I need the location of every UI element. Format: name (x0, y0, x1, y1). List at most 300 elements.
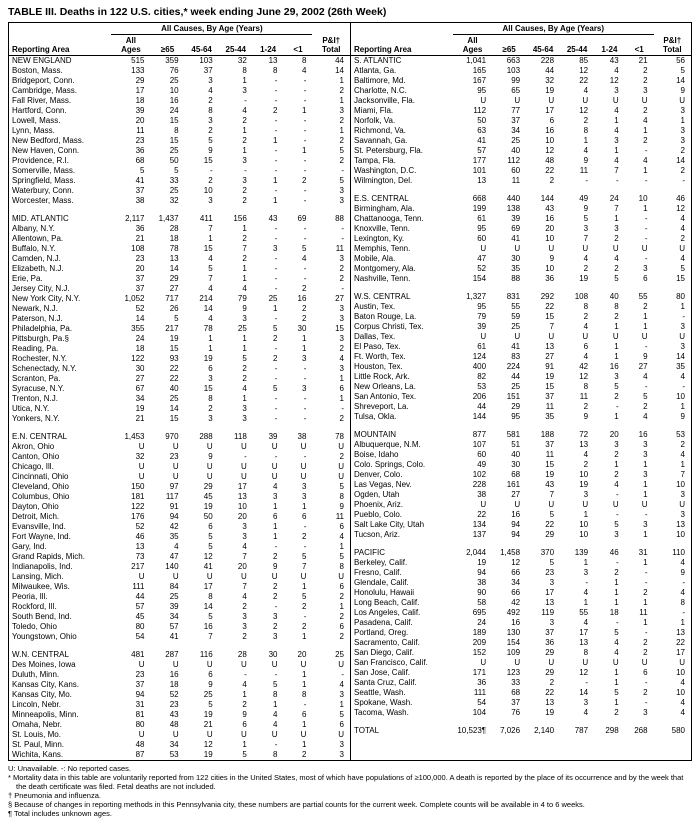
city-row (351, 176, 691, 186)
value-cell: 7 (208, 224, 213, 233)
section-gap-cell (351, 540, 691, 548)
value-cell: 2 (549, 678, 555, 687)
value-cell: 34 (135, 394, 145, 403)
value-cell: 13 (579, 638, 589, 647)
value-cell: 1,437 (158, 214, 179, 223)
value-cell: 1 (242, 740, 247, 749)
city-row (9, 532, 350, 542)
value-cell: 14 (676, 76, 685, 85)
city-row (9, 512, 350, 522)
value-cell: 1 (614, 342, 619, 351)
value-cell: 2 (614, 450, 619, 459)
city-row (9, 670, 350, 680)
value-cell: 4 (583, 254, 589, 263)
city-row (9, 224, 350, 234)
value-cell: - (274, 86, 278, 95)
value-cell: 4 (614, 480, 619, 489)
value-cell: U (300, 660, 307, 669)
value-cell: 1 (614, 598, 619, 607)
value-cell: 3 (339, 314, 344, 323)
value-cell: 25 (169, 186, 179, 195)
value-cell: 22 (545, 520, 555, 529)
value-cell: 12 (579, 668, 589, 677)
value-cell: 2 (273, 552, 278, 561)
value-cell: U (271, 572, 278, 581)
value-cell: 29 (545, 648, 555, 657)
section-gap-cell (9, 206, 350, 214)
section-gap-cell (351, 186, 691, 194)
value-cell: 18 (169, 234, 179, 243)
value-cell: 3 (643, 470, 648, 479)
value-cell: 4 (614, 126, 619, 135)
value-cell: 43 (609, 56, 619, 65)
value-cell: 4 (583, 146, 589, 155)
city-row (351, 136, 691, 146)
value-cell: 3 (242, 404, 247, 413)
value-cell: 481 (131, 650, 145, 659)
value-cell: 2 (242, 186, 247, 195)
city-row (9, 354, 350, 364)
age-group-header: All Causes, By Age (Years) (453, 23, 654, 35)
value-cell: 4 (242, 284, 247, 293)
value-cell: 1 (643, 490, 648, 499)
value-cell: - (644, 510, 648, 519)
value-cell: 3 (208, 196, 213, 205)
city-row (9, 86, 350, 96)
value-cell: - (644, 568, 648, 577)
value-cell: 1 (242, 224, 247, 233)
value-cell: 370 (540, 548, 555, 557)
value-cell: - (274, 156, 278, 165)
value-cell: 3 (242, 622, 247, 631)
value-cell: 3 (583, 490, 589, 499)
value-cell: 1 (614, 116, 619, 125)
city-row (9, 740, 350, 750)
value-cell: 2,044 (466, 548, 487, 557)
value-cell: 2 (339, 156, 344, 165)
reporting-area-cell: Little Rock, Ark. (354, 372, 410, 381)
value-cell: 3 (680, 136, 685, 145)
reporting-area-cell: Des Moines, Iowa (12, 660, 76, 669)
value-cell: 17 (545, 106, 555, 115)
value-cell: 6 (549, 116, 555, 125)
reporting-area-cell: Wichita, Kans. (12, 750, 64, 759)
value-cell: 17 (676, 648, 685, 657)
value-cell: 44 (335, 56, 344, 65)
reporting-area-cell: Miami, Fla. (354, 106, 394, 115)
city-row (351, 708, 691, 718)
value-cell: 39 (169, 602, 179, 611)
value-cell: 25 (169, 394, 179, 403)
value-cell: 189 (472, 628, 487, 637)
value-cell: - (274, 76, 278, 85)
value-cell: 5 (680, 264, 685, 273)
value-cell: 22 (545, 166, 555, 175)
value-cell: 76 (169, 66, 179, 75)
left-table-body (9, 56, 350, 761)
value-cell: 10 (676, 480, 685, 489)
reporting-area-header: Reporting Area (9, 23, 111, 56)
value-cell: 9 (242, 710, 247, 719)
section-gap (351, 540, 691, 548)
value-cell: 109 (506, 648, 521, 657)
section-gap-cell (351, 284, 691, 292)
value-cell: 4 (614, 106, 619, 115)
city-row (351, 106, 691, 116)
value-cell: 4 (242, 680, 247, 689)
value-cell: 4 (643, 372, 648, 381)
value-cell: 5 (273, 384, 278, 393)
value-cell: 6 (302, 710, 307, 719)
value-cell: 5 (208, 532, 213, 541)
value-cell: 1 (643, 322, 648, 331)
city-row (351, 244, 691, 254)
value-cell: 46 (676, 194, 685, 203)
value-cell: 400 (472, 362, 487, 371)
value-cell: 34 (169, 740, 179, 749)
value-cell: 14 (203, 304, 213, 313)
value-cell: 8 (242, 66, 247, 75)
reporting-area-cell: Detroit, Mich. (12, 512, 60, 521)
value-cell: 66 (511, 568, 521, 577)
all-ages-line1: All (467, 36, 478, 45)
value-cell: 2 (339, 274, 344, 283)
value-cell: 10 (545, 136, 555, 145)
reporting-area-cell: Cambridge, Mass. (12, 86, 77, 95)
city-row (351, 204, 691, 214)
value-cell: 52 (135, 522, 145, 531)
value-cell: 97 (169, 482, 179, 491)
value-cell: 31 (135, 700, 145, 709)
value-cell: - (274, 404, 278, 413)
value-cell: 36 (545, 638, 555, 647)
value-cell: - (303, 274, 307, 283)
value-cell: U (241, 572, 247, 581)
value-cell: 80 (135, 720, 145, 729)
region-row (351, 56, 691, 67)
value-cell: 4 (680, 450, 685, 459)
value-cell: 1 (643, 530, 648, 539)
city-row (351, 460, 691, 470)
value-cell: - (303, 116, 307, 125)
reporting-area-cell: Fort Wayne, Ind. (12, 532, 71, 541)
value-cell: 56 (676, 56, 685, 65)
value-cell: 3 (273, 492, 278, 501)
value-cell: 22 (169, 364, 179, 373)
value-cell: 440 (506, 194, 521, 203)
reporting-area-cell: Rochester, N.Y. (12, 354, 67, 363)
city-row (9, 146, 350, 156)
value-cell: 140 (165, 562, 179, 571)
value-cell: 1 (273, 502, 278, 511)
city-row (9, 156, 350, 166)
value-cell: 12 (511, 558, 521, 567)
value-cell: 3 (643, 86, 648, 95)
header-row-group (9, 23, 350, 35)
value-cell: 39 (477, 322, 487, 331)
value-cell: 3 (614, 136, 619, 145)
value-cell: - (303, 186, 307, 195)
value-cell: 1 (273, 700, 278, 709)
value-cell: 13 (135, 542, 145, 551)
value-cell: U (241, 730, 247, 739)
value-cell: 8 (273, 690, 278, 699)
value-cell: 10 (676, 668, 685, 677)
value-cell: 37 (203, 66, 213, 75)
value-cell: 2 (302, 750, 307, 759)
value-cell: - (244, 452, 247, 461)
value-cell: - (274, 542, 278, 551)
value-cell: 37 (511, 698, 521, 707)
reporting-area-cell: Chattanooga, Tenn. (354, 214, 424, 223)
value-cell: 16 (511, 510, 521, 519)
value-cell: 188 (540, 430, 555, 439)
reporting-area-cell: Chicago, Ill. (12, 462, 54, 471)
footnote: * Mortality data in this table are voluntarily reported from 122 cities in the United States, most of which have populations of ≥100,000. A death is reported by the place of its occurrence and by the week that the death certificate was filed. Fetal deaths are not included. (8, 773, 684, 791)
reporting-area-cell: Philadelphia, Pa. (12, 324, 73, 333)
value-cell: 35 (169, 532, 179, 541)
value-cell: 29 (511, 402, 521, 411)
value-cell: 37 (135, 186, 145, 195)
city-row (351, 608, 691, 618)
value-cell: 298 (605, 726, 619, 735)
city-row (9, 284, 350, 294)
value-cell: 359 (165, 56, 179, 65)
city-row (351, 382, 691, 392)
value-cell: 84 (169, 582, 179, 591)
reporting-area-cell: Bridgeport, Conn. (12, 76, 75, 85)
value-cell: 48 (169, 720, 179, 729)
value-cell: 24 (169, 106, 179, 115)
value-cell: - (644, 234, 648, 243)
value-cell: 12 (545, 146, 555, 155)
reporting-area-cell: Lincoln, Nebr. (12, 700, 61, 709)
value-cell: - (341, 166, 344, 175)
reporting-area-cell: Elizabeth, N.J. (12, 264, 64, 273)
value-cell: 72 (579, 430, 589, 439)
value-cell: 32 (237, 56, 247, 65)
reporting-area-cell: Canton, Ohio (12, 452, 60, 461)
value-cell: 3 (302, 482, 307, 491)
value-cell: - (274, 414, 278, 423)
value-cell: 177 (472, 156, 487, 165)
reporting-area-cell: Pueblo, Colo. (354, 510, 403, 519)
value-cell: 21 (135, 414, 145, 423)
value-cell: - (616, 402, 619, 411)
city-row (351, 578, 691, 588)
value-cell: U (338, 572, 344, 581)
city-row (9, 374, 350, 384)
value-cell: 5 (174, 314, 179, 323)
header-row-group (351, 23, 691, 35)
reporting-area-cell: Mobile, Ala. (354, 254, 396, 263)
age-25-44-header: 25-44 (219, 35, 253, 56)
value-cell: 355 (131, 324, 145, 333)
value-cell: 36 (545, 274, 555, 283)
value-cell: 15 (203, 244, 213, 253)
value-cell: 3 (208, 374, 213, 383)
value-cell: 38 (135, 196, 145, 205)
value-cell: 3 (643, 708, 648, 717)
city-row (9, 264, 350, 274)
value-cell: - (303, 404, 307, 413)
value-cell: 5 (339, 482, 344, 491)
value-cell: 1 (302, 720, 307, 729)
value-cell: 1 (302, 740, 307, 749)
value-cell: 16 (511, 618, 521, 627)
value-cell: - (644, 342, 648, 351)
value-cell: 7 (242, 244, 247, 253)
value-cell: 2 (339, 414, 344, 423)
value-cell: 5 (549, 558, 555, 567)
value-cell: 2 (242, 116, 247, 125)
value-cell: 1 (242, 274, 247, 283)
value-cell: 25 (268, 294, 278, 303)
value-cell: 23 (169, 700, 179, 709)
value-cell: 11 (639, 608, 648, 617)
value-cell: 4 (680, 708, 685, 717)
city-row (351, 372, 691, 382)
value-cell: 4 (302, 66, 307, 75)
age-1-24-header: 1-24 (594, 35, 625, 56)
value-cell: U (612, 96, 619, 105)
value-cell: 1 (273, 176, 278, 185)
value-cell: 3 (549, 618, 555, 627)
value-cell: 44 (477, 402, 487, 411)
city-row (9, 394, 350, 404)
value-cell: 20 (135, 264, 145, 273)
value-cell: U (612, 500, 619, 509)
reporting-area-cell: Shreveport, La. (354, 402, 409, 411)
value-cell: 9 (208, 680, 213, 689)
city-row (351, 618, 691, 628)
value-cell: 95 (477, 86, 487, 95)
value-cell: U (480, 244, 487, 253)
value-cell: 13 (676, 520, 685, 529)
value-cell: U (172, 572, 179, 581)
city-row (9, 294, 350, 304)
value-cell: 9 (339, 502, 344, 511)
reporting-area-cell: Dallas, Tex. (354, 332, 396, 341)
reporting-area-cell: Scranton, Pa. (12, 374, 61, 383)
value-cell: - (274, 116, 278, 125)
reporting-area-cell: San Diego, Calif. (354, 648, 415, 657)
value-cell: 61 (477, 214, 487, 223)
value-cell: 48 (135, 740, 145, 749)
value-cell: U (514, 244, 521, 253)
value-cell: 25 (511, 322, 521, 331)
footnote: § Because of changes in reporting methods in this Pennsylvania city, these numbers are partial counts for the current week. Complete counts will be available in 4 to 6 weeks. (8, 800, 585, 809)
city-row (9, 602, 350, 612)
value-cell: 3 (680, 510, 685, 519)
city-row (351, 668, 691, 678)
city-row (9, 344, 350, 354)
value-cell: 1 (339, 126, 344, 135)
value-cell: 2 (273, 592, 278, 601)
value-cell: 3 (583, 568, 589, 577)
age-1-24-header: 1-24 (253, 35, 284, 56)
value-cell: 8 (583, 302, 589, 311)
value-cell: 1 (643, 126, 648, 135)
value-cell: 57 (135, 602, 145, 611)
city-row (351, 392, 691, 402)
reporting-area-cell: Las Vegas, Nev. (354, 480, 412, 489)
value-cell: - (644, 146, 648, 155)
value-cell: 4 (680, 558, 685, 567)
value-cell: 58 (477, 598, 487, 607)
left-half-table (9, 23, 350, 760)
value-cell: - (274, 284, 278, 293)
value-cell: 5 (302, 592, 307, 601)
value-cell: 11 (545, 450, 555, 459)
value-cell: 4 (208, 284, 213, 293)
value-cell: 81 (135, 710, 145, 719)
value-cell: 66 (511, 588, 521, 597)
value-cell: U (338, 730, 344, 739)
value-cell: 102 (472, 470, 487, 479)
footnote: ¶ Total includes unknown ages. (8, 809, 112, 818)
value-cell: U (612, 244, 619, 253)
value-cell: U (514, 96, 521, 105)
value-cell: 206 (472, 392, 487, 401)
reporting-area-cell: Tucson, Ariz. (354, 530, 400, 539)
value-cell: 3 (208, 76, 213, 85)
value-cell: 1 (680, 460, 685, 469)
reporting-area-cell: Columbus, Ohio (12, 492, 70, 501)
value-cell: 73 (135, 552, 145, 561)
value-cell: U (138, 462, 145, 471)
value-cell: 130 (506, 628, 521, 637)
city-row (351, 214, 691, 224)
city-row (351, 510, 691, 520)
value-cell: 1 (643, 480, 648, 489)
section-gap (9, 206, 350, 214)
city-row (9, 502, 350, 512)
value-cell: 76 (511, 708, 521, 717)
city-row (351, 500, 691, 510)
value-cell: 139 (574, 548, 589, 557)
value-cell: 3 (242, 86, 247, 95)
value-cell: 31 (638, 548, 648, 557)
reporting-area-cell: Omaha, Nebr. (12, 720, 62, 729)
value-cell: 3 (242, 414, 247, 423)
value-cell: 3 (339, 106, 344, 115)
value-cell: 4 (643, 116, 648, 125)
value-cell: 154 (506, 638, 521, 647)
value-cell: 34 (511, 126, 521, 135)
value-cell: 2 (242, 700, 247, 709)
value-cell: 2 (242, 254, 247, 263)
value-cell: 15 (203, 384, 213, 393)
value-cell: 144 (472, 412, 487, 421)
value-cell: - (274, 224, 278, 233)
value-cell: 9 (208, 452, 213, 461)
city-row (9, 136, 350, 146)
value-cell: 111 (132, 582, 145, 591)
value-cell: - (341, 234, 344, 243)
reporting-area-cell: Salt Lake City, Utah (354, 520, 425, 529)
value-cell: 17 (135, 86, 145, 95)
value-cell: 41 (477, 136, 487, 145)
city-row (9, 690, 350, 700)
value-cell: - (274, 126, 278, 135)
value-cell: 1 (242, 264, 247, 273)
value-cell: 1 (273, 136, 278, 145)
value-cell: 1,052 (124, 294, 145, 303)
value-cell: 94 (511, 530, 521, 539)
value-cell: 4 (208, 254, 213, 263)
reporting-area-cell: Atlanta, Ga. (354, 66, 397, 75)
